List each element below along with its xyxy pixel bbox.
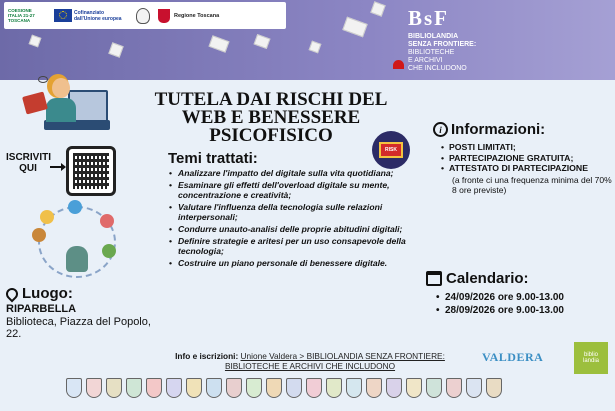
heart-icon (100, 214, 114, 228)
speech-bubble-icon (38, 76, 48, 83)
biblio-line1: biblio (583, 352, 598, 358)
list-item: • 24/09/2026 ore 9.00-13.00 (436, 291, 564, 304)
reading-person-illustration (18, 76, 110, 138)
iscriviti-label (6, 152, 50, 174)
crest-icon (446, 378, 462, 398)
book-icon (32, 228, 46, 242)
luogo-address: Biblioteca, Piazza del Popolo, 22. (6, 315, 151, 340)
bsf-title: BsF (408, 6, 450, 30)
info-list (433, 142, 615, 174)
bsf-line: BIBLIOTECHE (408, 49, 455, 56)
risk-warning-icon (372, 131, 410, 169)
decor-cube-icon (342, 17, 367, 38)
decor-cube-icon (370, 1, 385, 16)
list-item: • POSTI LIMITATI; (441, 142, 615, 153)
municipal-crests-row (66, 378, 502, 398)
toscana-logo (154, 2, 223, 29)
iscrizioni-link[interactable]: Unione Valdera > BIBLIOLANDIA SENZA FRONTIERE: (240, 351, 445, 361)
decor-cube-icon (309, 41, 322, 54)
toscana-shield-icon (158, 9, 170, 23)
header-banner (0, 0, 615, 80)
bibliolandia-logo (574, 342, 608, 374)
coesione-logo (4, 2, 50, 29)
eu-text-line1: Cofinanziato (74, 9, 104, 16)
list-item: • Valutare l'influenza della tecnologia sulle relazioni interpersonali; (168, 202, 426, 223)
info-icon: i (433, 122, 448, 137)
luogo-place: RIPARBELLA (6, 303, 77, 315)
info-section (433, 121, 615, 196)
calendario-heading: Calendario: (446, 270, 529, 287)
coesione-text: COESIONE (8, 8, 32, 13)
calendar-icon (426, 271, 442, 286)
list-item: • Definire strategie e aritesi per un uso consapevole della tecnologia; (168, 236, 426, 257)
list-item: • Analizzare l'impatto del digitale sulla vita quotidiana; (168, 168, 426, 179)
info-note: (a fronte ci una frequenza minima del 70% 8 ore previste) (452, 174, 612, 195)
crest-icon (486, 378, 502, 398)
crest-icon (126, 378, 142, 398)
crest-icon (66, 378, 82, 398)
location-pin-icon (4, 285, 21, 302)
bsf-logo (408, 6, 608, 73)
wellbeing-illustration (28, 200, 124, 282)
title-line: PSICOFISICO (209, 125, 333, 146)
temi-list (168, 168, 426, 269)
crest-icon (286, 378, 302, 398)
meditation-figure-icon (66, 246, 88, 272)
repubblica-logo (132, 2, 154, 29)
bsf-line: E ARCHIVI (408, 57, 443, 64)
crest-icon (426, 378, 442, 398)
crest-icon (246, 378, 262, 398)
crest-icon (206, 378, 222, 398)
list-item: • PARTECIPAZIONE GRATUITA; (441, 153, 615, 164)
decor-cube-icon (108, 42, 123, 57)
eu-text-line2: dall'Unione europea (74, 15, 122, 22)
crest-icon (266, 378, 282, 398)
eu-logo (50, 2, 132, 29)
crest-icon (466, 378, 482, 398)
list-item: • ATTESTATO DI PARTECIPAZIONE (441, 163, 615, 174)
alarm-light-icon (393, 60, 404, 69)
crest-icon (306, 378, 322, 398)
list-item: • 28/09/2026 ore 9.00-13.00 (436, 304, 564, 317)
luogo-details (6, 303, 156, 341)
iscriviti-line1: ISCRIVITI (6, 152, 52, 163)
list-item: • Esaminare gli effetti dell'overload digitale su mente, concentrazione e creatività; (168, 180, 426, 201)
bsf-line: CHE INCLUDONO (408, 65, 467, 72)
decor-cube-icon (208, 35, 229, 52)
risk-label: RISK (379, 142, 403, 158)
book-icon (22, 91, 48, 114)
crest-icon (326, 378, 342, 398)
repubblica-emblem-icon (136, 8, 150, 24)
crest-icon (386, 378, 402, 398)
temi-heading: Temi trattati: (168, 150, 258, 167)
decor-cube-icon (29, 35, 42, 48)
crest-icon (166, 378, 182, 398)
eu-flag-icon (54, 9, 72, 22)
crest-icon (226, 378, 242, 398)
bsf-line: BIBLIOLANDIA (408, 33, 459, 40)
biblio-line2: landia (582, 358, 599, 364)
crest-icon (346, 378, 362, 398)
qr-code[interactable] (66, 146, 116, 196)
luogo-heading: Luogo: (22, 285, 73, 302)
iscrizioni-link-line2[interactable]: BIBLIOTECHE E ARCHIVI CHE INCLUDONO (224, 361, 396, 371)
crest-icon (106, 378, 122, 398)
crest-icon (186, 378, 202, 398)
iscrizioni-info (130, 351, 490, 371)
arrow-right-icon (50, 166, 64, 168)
crest-icon (146, 378, 162, 398)
list-item: • Costruire un piano personale di benessere digitale. (168, 258, 426, 269)
luogo-heading-row (6, 285, 73, 302)
coesione-region: TOSCANA (8, 18, 31, 23)
bsf-line: SENZA FRONTIERE: (408, 41, 477, 48)
calendario-list (436, 291, 564, 317)
decor-cube-icon (254, 34, 271, 49)
lightbulb-icon (40, 210, 54, 224)
plant-icon (102, 244, 116, 258)
iscriviti-line2: QUI (19, 163, 37, 174)
info-heading: Informazioni: (451, 121, 546, 138)
title-line: TUTELA DAI RISCHI DEL (154, 89, 388, 110)
list-item: • Condurre unauto-analisi delle proprie abitudini digitali; (168, 224, 426, 235)
brain-icon (68, 200, 82, 214)
valdera-logo: VALDERA (482, 350, 544, 364)
title-line: WEB E BENESSERE (181, 107, 361, 128)
toscana-text: Regione Toscana (174, 12, 220, 19)
crest-icon (406, 378, 422, 398)
crest-icon (86, 378, 102, 398)
page-title (140, 91, 402, 145)
partner-logos-strip (4, 2, 286, 29)
crest-icon (366, 378, 382, 398)
coesione-subtext: ITALIA 21-27 (8, 13, 35, 18)
iscrizioni-label: Info e iscrizioni: (175, 351, 239, 361)
calendario-heading-row (426, 270, 529, 287)
